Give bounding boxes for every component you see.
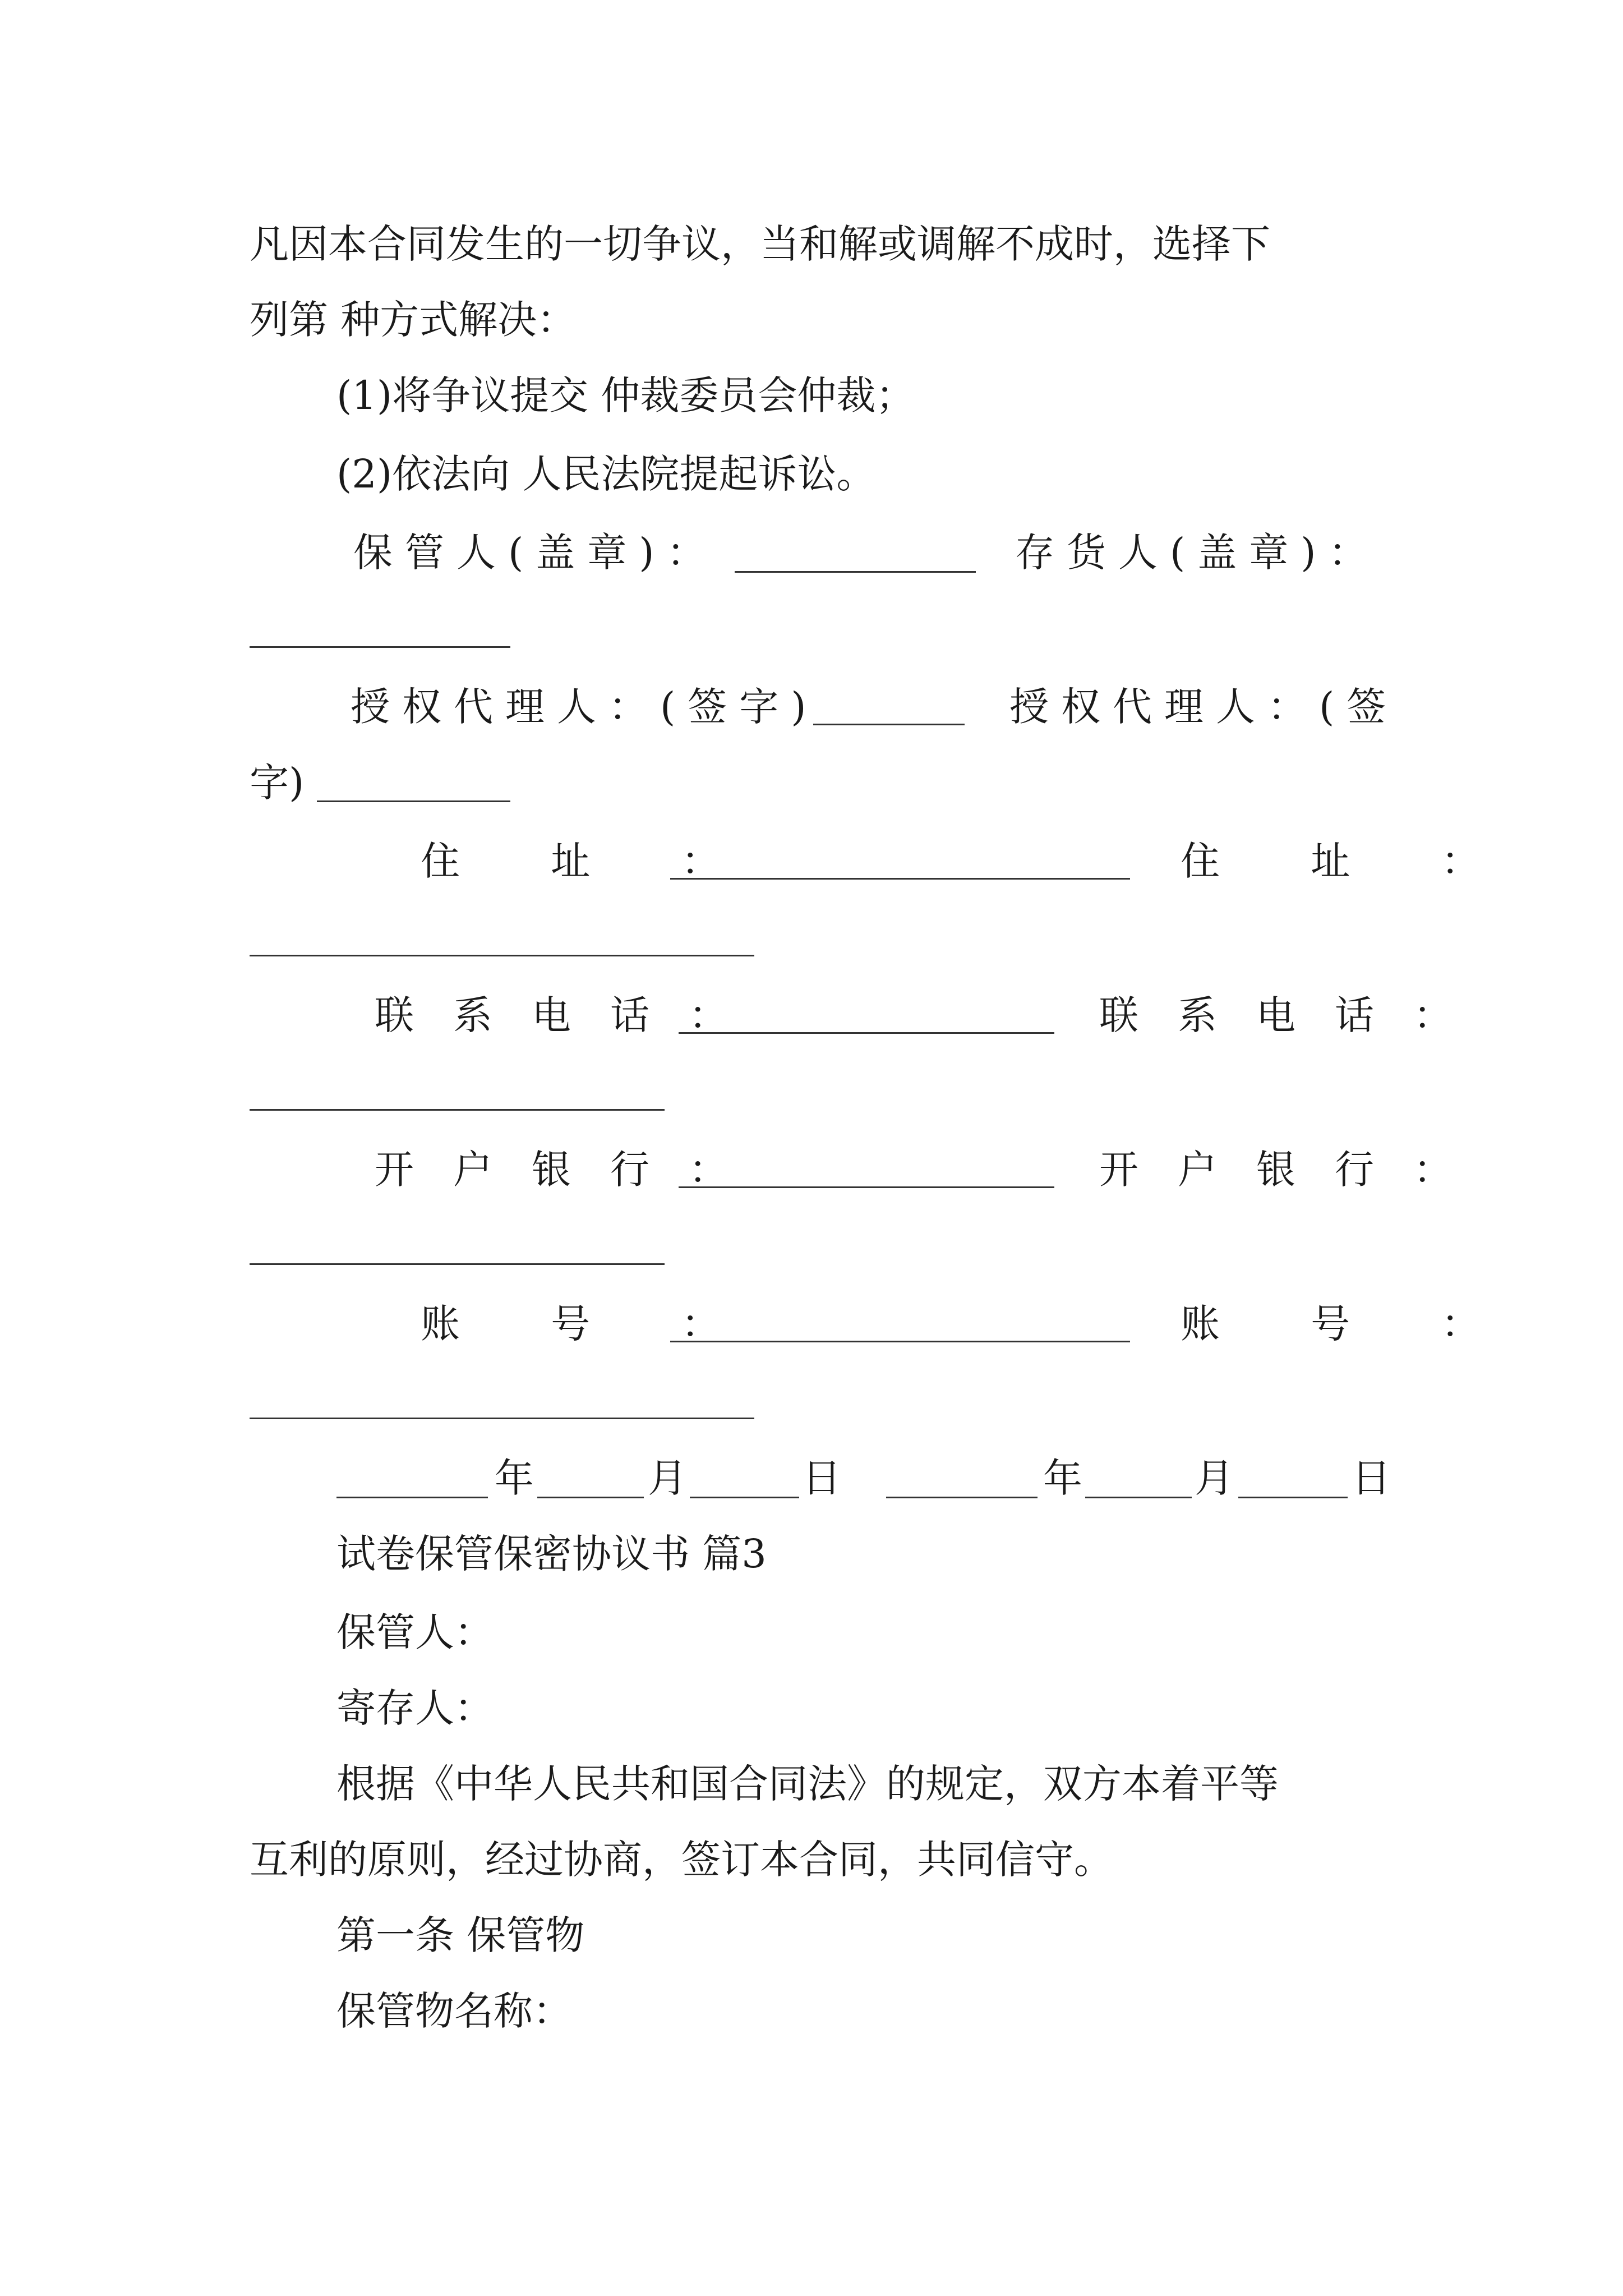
section-title: 试卷保管保密协议书 篇3 bbox=[336, 1531, 767, 1577]
bank-blank-right bbox=[250, 1263, 665, 1265]
date-year-blank-left bbox=[336, 1497, 488, 1498]
dispute-clause-line-2: 列第 种方式解决： bbox=[250, 297, 577, 343]
address-blank-right bbox=[250, 955, 754, 956]
agent-label-right: 授权代理人：(签 bbox=[1009, 684, 1399, 730]
date-year-blank-right bbox=[886, 1497, 1038, 1498]
phone-label-right: 联系电话： bbox=[1099, 992, 1492, 1038]
depositor-label: 寄存人： bbox=[336, 1685, 494, 1731]
date-month-blank-left bbox=[537, 1497, 644, 1498]
date-year-right: 年 bbox=[1043, 1455, 1082, 1501]
account-blank-left bbox=[670, 1341, 1130, 1342]
account-label-right: 账 号 ： bbox=[1181, 1301, 1520, 1347]
keeper-stamp-blank bbox=[735, 571, 976, 573]
keeper-label: 保管人： bbox=[336, 1609, 494, 1655]
date-day-right: 日 bbox=[1352, 1455, 1391, 1501]
item-name-label: 保管物名称： bbox=[336, 1988, 572, 2034]
date-day-blank-right bbox=[1238, 1497, 1348, 1498]
date-year-left: 年 bbox=[495, 1455, 534, 1501]
depositor-stamp-label: 存货人(盖章)： bbox=[1015, 530, 1380, 576]
address-label-right: 住 址 ： bbox=[1181, 838, 1520, 884]
account-blank-right bbox=[250, 1418, 754, 1419]
intro-line-1: 根据《中华人民共和国合同法》的规定，双方本着平等 bbox=[336, 1761, 1279, 1807]
date-day-blank-left bbox=[690, 1497, 799, 1498]
bank-label-left: 开户银行： bbox=[375, 1147, 767, 1193]
bank-label-right: 开户银行： bbox=[1099, 1147, 1492, 1193]
phone-blank-left bbox=[679, 1032, 1054, 1034]
date-month-right: 月 bbox=[1195, 1455, 1234, 1501]
agent-blank-right bbox=[317, 800, 510, 802]
address-label-left: 住 址 ： bbox=[421, 838, 760, 884]
dispute-clause-line-1: 凡因本合同发生的一切争议，当和解或调解不成时，选择下 bbox=[250, 221, 1270, 267]
date-month-left: 月 bbox=[648, 1455, 687, 1501]
article-heading: 第一条 保管物 bbox=[336, 1912, 585, 1958]
account-label-left: 账 号 ： bbox=[421, 1301, 760, 1347]
keeper-stamp-label: 保管人(盖章)： bbox=[353, 530, 718, 576]
phone-blank-right bbox=[250, 1109, 665, 1111]
bank-blank-left bbox=[679, 1186, 1054, 1188]
agent-blank-left bbox=[813, 724, 965, 725]
dispute-option-litigation: (2)依法向 人民法院提起诉讼。 bbox=[336, 451, 876, 497]
depositor-stamp-blank bbox=[250, 646, 510, 648]
date-day-left: 日 bbox=[802, 1455, 841, 1501]
dispute-option-arbitration: (1)将争议提交 仲裁委员会仲裁； bbox=[336, 372, 915, 418]
phone-label-left: 联系电话： bbox=[375, 992, 767, 1038]
date-month-blank-right bbox=[1085, 1497, 1192, 1498]
agent-label-left: 授权代理人：(签字) bbox=[351, 684, 819, 730]
intro-line-2: 互利的原则，经过协商，签订本合同，共同信守。 bbox=[250, 1837, 1113, 1883]
agent-label-right-wrap: 字) bbox=[250, 760, 305, 806]
address-blank-left bbox=[670, 878, 1130, 880]
